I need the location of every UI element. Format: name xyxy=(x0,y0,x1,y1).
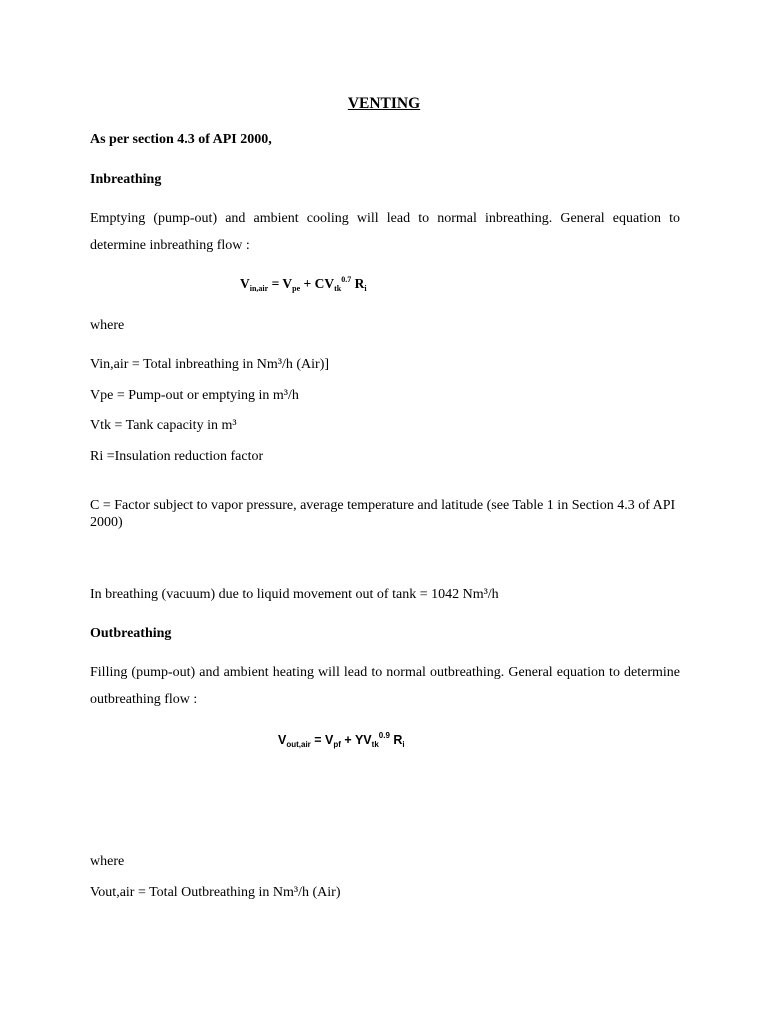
page-title: VENTING xyxy=(347,95,421,112)
eq2-r: R xyxy=(389,733,403,747)
eq1-sub-pe: pe xyxy=(292,284,301,293)
where-label-1: where xyxy=(90,318,125,333)
definition-vpe: Vpe = Pump-out or emptying in m³/h xyxy=(90,388,299,403)
intro-line: As per section 4.3 of API 2000, xyxy=(90,132,272,147)
eq2-sub-tk: tk xyxy=(371,740,379,749)
definition-vout-air: Vout,air = Total Outbreathing in Nm³/h (Air) xyxy=(90,885,341,900)
definition-c: C = Factor subject to vapor pressure, average temperature and latitude (see Table 1 in Section 4.3 of API 2000) xyxy=(90,498,676,530)
where-label-2: where xyxy=(90,854,125,869)
outbreathing-heading: Outbreathing xyxy=(90,626,172,641)
eq2-sub-out-air: out,air xyxy=(286,740,311,749)
outbreathing-equation xyxy=(278,731,405,749)
eq2-eq-sign: = V xyxy=(310,733,334,747)
inbreathing-equation xyxy=(240,275,367,293)
definition-vtk: Vtk = Tank capacity in m³ xyxy=(90,418,237,433)
eq1-v: V xyxy=(240,276,250,291)
eq1-sub-i: i xyxy=(364,284,367,293)
eq1-r: R xyxy=(351,276,365,291)
eq2-sub-i: i xyxy=(402,740,405,749)
inbreathing-paragraph: Emptying (pump-out) and ambient cooling will lead to normal inbreathing. General equation to determine inbreathing flow : xyxy=(90,211,680,253)
eq2-plus-yv: + YV xyxy=(340,733,372,747)
outbreathing-paragraph: Filling (pump-out) and ambient heating will lead to normal outbreathing. General equation to determine outbreathing flow : xyxy=(90,665,680,707)
definition-vin-air: Vin,air = Total inbreathing in Nm³/h (Air)] xyxy=(90,357,330,372)
eq2-sub-pf: pf xyxy=(333,740,341,749)
eq1-plus-cv: + CV xyxy=(300,276,335,291)
eq1-sub-tk: tk xyxy=(334,284,342,293)
eq2-sup-exp: 0.9 xyxy=(378,731,390,740)
eq1-eq-sign: = V xyxy=(268,276,293,291)
inbreathing-heading: Inbreathing xyxy=(90,172,162,187)
eq1-sup-exp: 0.7 xyxy=(341,275,352,284)
definition-ri: Ri =Insulation reduction factor xyxy=(90,449,264,464)
eq1-sub-in-air: in,air xyxy=(249,284,269,293)
eq2-v: V xyxy=(278,733,287,747)
inbreathing-result: In breathing (vacuum) due to liquid movement out of tank = 1042 Nm³/h xyxy=(90,587,499,602)
